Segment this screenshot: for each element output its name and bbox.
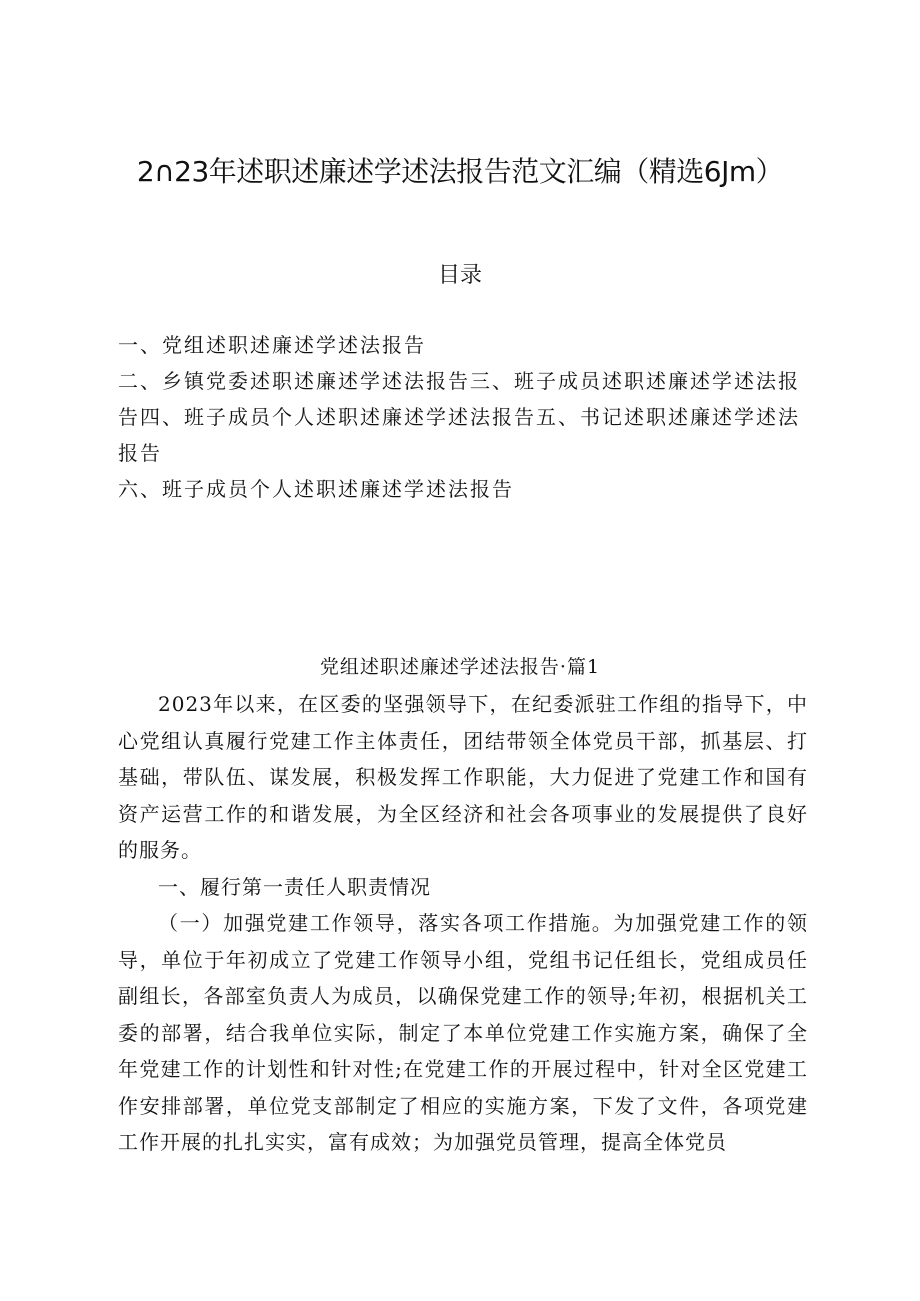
toc-entry: 二、乡镇党委述职述廉述学述法报告三、班子成员述职述廉述学述法报告四、班子成员个人述职述廉述学述法报告五、书记述职述廉述学述法报告 — [118, 369, 800, 465]
body-paragraph: 2023年以来，在区委的坚强领导下，在纪委派驻工作组的指导下，中心党组认真履行党建工作主体责任，团结带领全体党员干部，抓基层、打基础，带队伍、谋发展，积极发挥工作职能，大力促进了党建工作和国有资产运营工作的和谐发展，为全区经济和社会各项事业的发展提供了良好的服务。 — [118, 692, 808, 862]
subsection-heading: 一、履行第一责任人职责情况 — [158, 874, 431, 899]
toc-heading: 目录 — [437, 263, 482, 288]
section-body — [118, 686, 808, 1161]
table-of-contents — [118, 327, 808, 507]
body-paragraph: （一）加强党建工作领导，落实各项工作措施。为加强党建工作的领导，单位于年初成立了党建工作领导小组，党组书记任组长，党组成员任副组长，各部室负责人为成员，以确保党建工作的领导;年初，根据机关工委的部署，结合我单位实际，制定了本单位党建工作实施方案，确保了全年党建工作的计划性和针对性;在党建工作的开展过程中，针对全区党建工作安排部署，单位党支部制定了相应的实施方案，下发了文件，各项党建工作开展的扎扎实实，富有成效；为加强党员管理，提高全体党员 — [118, 911, 808, 1154]
document-title: 2∩23年述职述廉述学述法报告范文汇编（精选6Jm） — [136, 155, 784, 188]
toc-entry: 六、班子成员个人述职述廉述学述法报告 — [118, 477, 514, 501]
toc-entry: 一、党组述职述廉述学述法报告 — [118, 333, 426, 357]
section-heading: 党组述职述廉述学述法报告·篇1 — [319, 656, 601, 678]
